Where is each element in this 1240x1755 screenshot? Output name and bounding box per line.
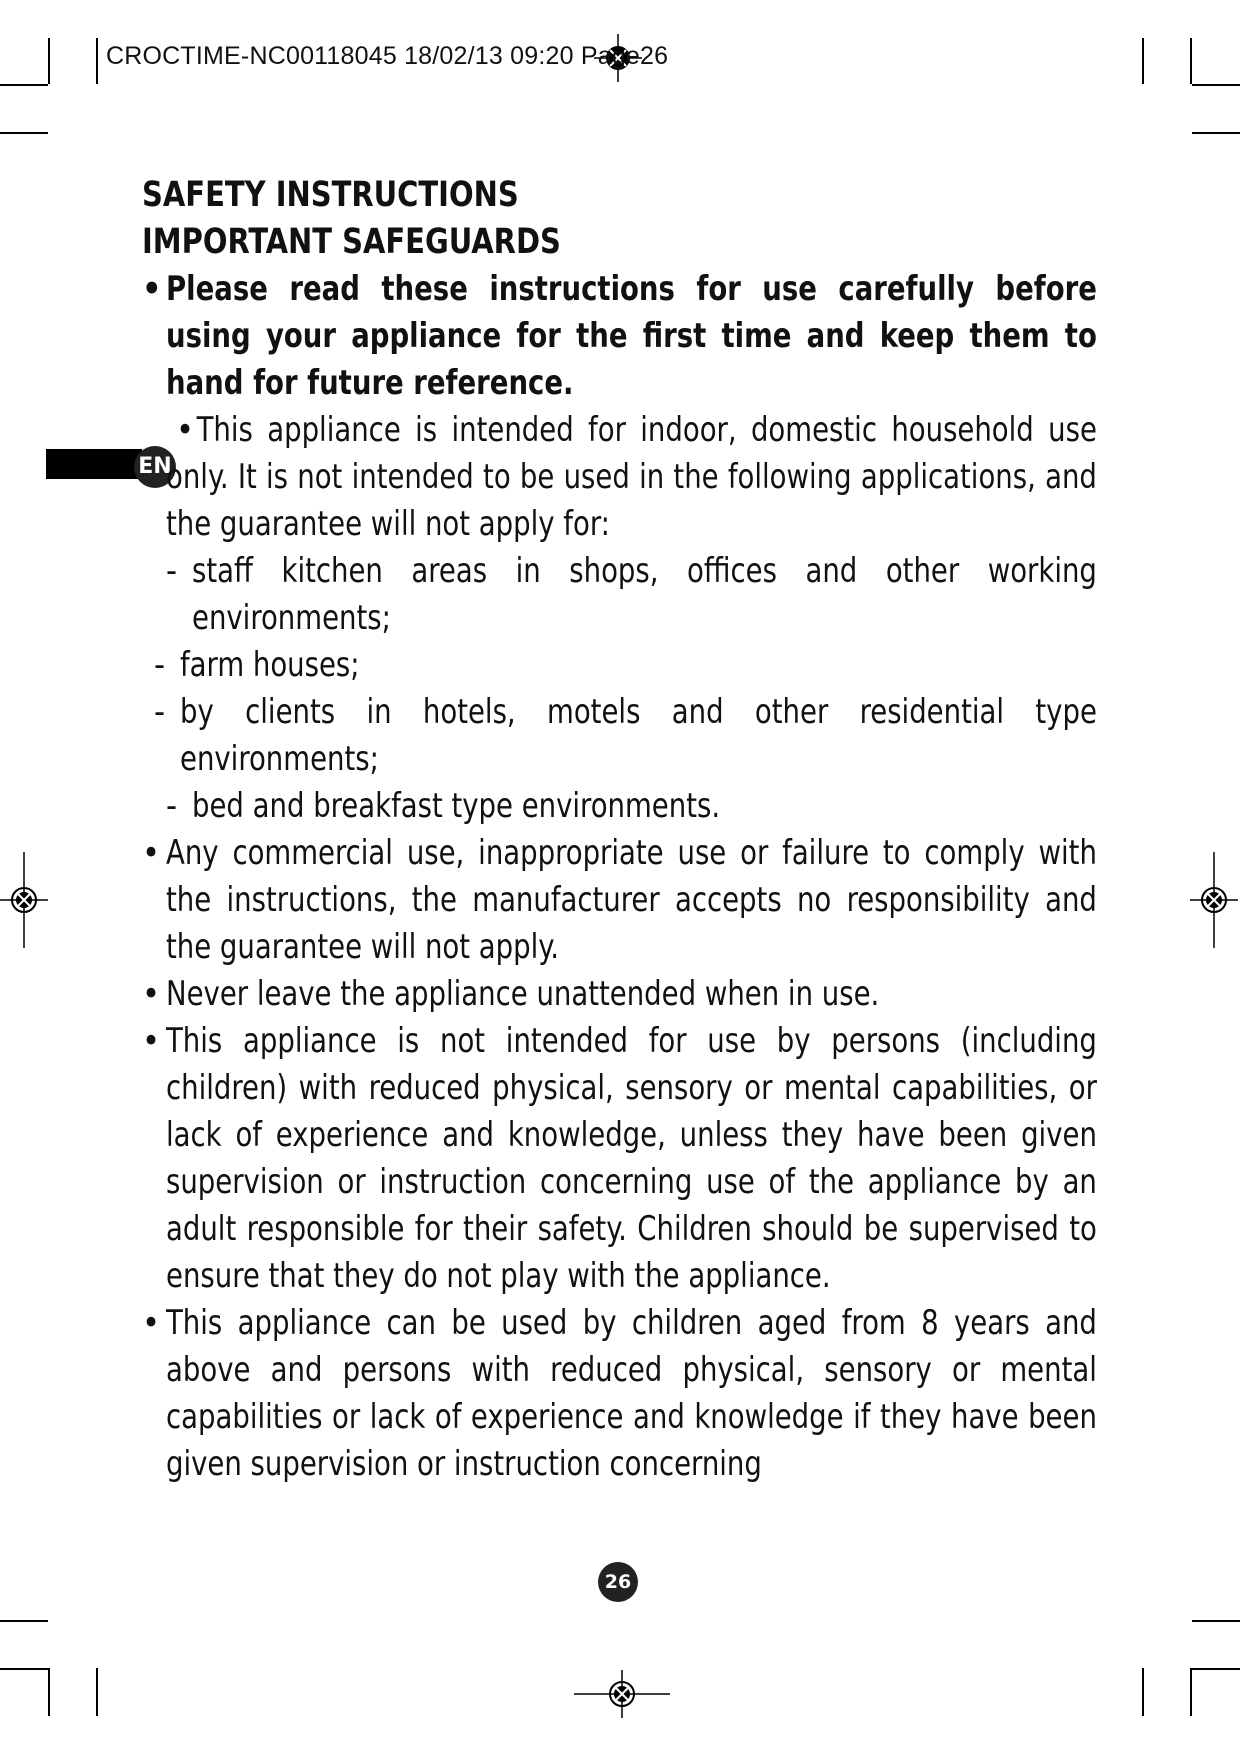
- bullet-commercial-use: [142, 830, 1097, 971]
- crop-mark: [0, 1620, 48, 1622]
- crop-mark: [1142, 1668, 1144, 1716]
- crop-mark: [0, 84, 48, 86]
- language-tab: [46, 449, 142, 479]
- print-slug: CROCTIME-NC00118045 18/02/13 09:20 Page26: [106, 42, 669, 70]
- language-badge: EN: [134, 446, 176, 488]
- section-title: SAFETY INSTRUCTIONS: [142, 175, 519, 215]
- sub-item: [154, 642, 1097, 689]
- sub-item-text: bed and breakfast type environments.: [192, 786, 721, 826]
- crop-mark: [48, 1668, 50, 1716]
- sub-item: [154, 689, 1097, 783]
- crop-mark: [1192, 132, 1240, 134]
- bullet-text: This appliance is not intended for use by persons (including children) with reduced physical, sensory or mental capabilities, or lack of experience and knowledge, unless they have been given supervision or instruction concerning use of the appliance by an adult responsible for their safety. Children should be supervised to ensure that they do not play with the appliance.: [166, 1021, 1097, 1296]
- dash: -: [154, 692, 166, 732]
- registration-mark-icon: [0, 852, 48, 948]
- registration-mark-icon: [1190, 852, 1238, 948]
- safety-instructions: [142, 172, 1097, 1488]
- bullet-text: Any commercial use, inappropriate use or failure to comply with the instructions, the manufacturer accepts no responsibility and the guarantee will not apply.: [166, 833, 1097, 967]
- crop-mark: [1190, 1668, 1192, 1716]
- bullet-dot: •: [142, 1303, 161, 1343]
- intro-bullet: [142, 266, 1097, 407]
- sub-item: [166, 783, 1097, 830]
- sub-item-text: farm houses;: [180, 645, 360, 685]
- crop-mark: [1192, 1620, 1240, 1622]
- sub-item-text: by clients in hotels, motels and other residential type environments;: [180, 692, 1097, 779]
- bullet-children-8-years: [142, 1300, 1097, 1488]
- bullet-domestic-use: [142, 407, 1097, 548]
- section-subtitle: IMPORTANT SAFEGUARDS: [142, 222, 561, 262]
- registration-mark-icon: [574, 1670, 670, 1718]
- crop-mark: [1192, 84, 1240, 86]
- crop-mark: [0, 132, 48, 134]
- bullet-dot: •: [142, 833, 161, 873]
- crop-mark: [1192, 1668, 1240, 1670]
- dash: -: [166, 551, 178, 591]
- bullet-dot: •: [142, 974, 161, 1014]
- sub-item-text: staff kitchen areas in shops, offices and other working environments;: [192, 551, 1097, 638]
- crop-mark: [96, 1668, 98, 1716]
- bullet-text: Never leave the appliance unattended when in use.: [166, 974, 880, 1014]
- crop-mark: [48, 38, 50, 84]
- page-number: 26: [598, 1562, 638, 1602]
- crop-mark: [96, 38, 98, 84]
- crop-mark: [1190, 38, 1192, 84]
- bullet-text: This appliance can be used by children aged from 8 years and above and persons with reduced physical, sensory or mental capabilities or lack of experience and knowledge if they have been given supervision or instruction concerning: [166, 1303, 1097, 1484]
- intro-text: Please read these instructions for use carefully before using your appliance for the first time and keep them to hand for future reference.: [166, 269, 1097, 403]
- crop-mark: [1142, 38, 1144, 84]
- bullet-reduced-capabilities: [142, 1018, 1097, 1300]
- sub-item: [166, 548, 1097, 642]
- dash: -: [166, 786, 178, 826]
- bullet-dot: •: [142, 269, 162, 309]
- crop-mark: [0, 1668, 48, 1670]
- dash: -: [154, 645, 166, 685]
- bullet-dot: •: [176, 410, 195, 450]
- bullet-dot: •: [142, 1021, 161, 1061]
- bullet-unattended: [142, 971, 1097, 1018]
- bullet-text: This appliance is intended for indoor, domestic household use only. It is not intended to be used in the following applications, and the guarantee will not apply for:: [166, 410, 1097, 544]
